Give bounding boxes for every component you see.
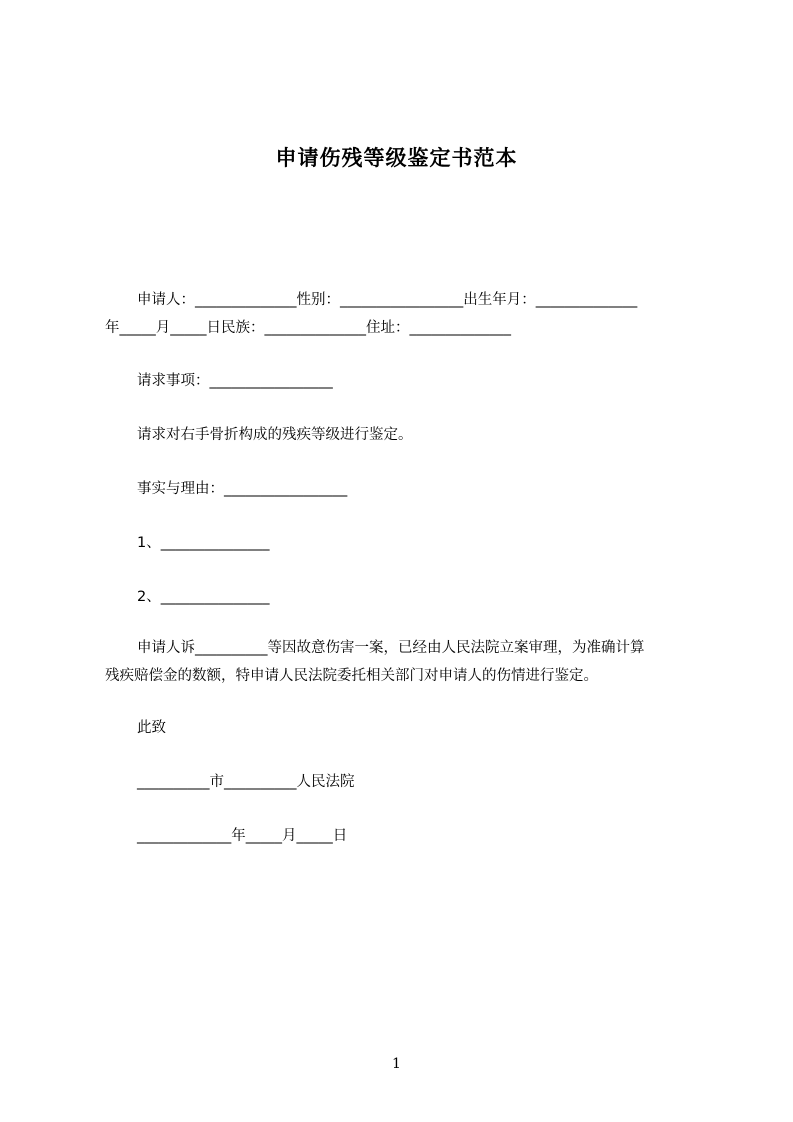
closing-text: 此致 [137,720,166,736]
applicant-line-2: 年_____月_____日民族：______________住址：______________ [105,320,511,336]
request-items-label: 请求事项：_________________ [137,373,333,389]
request-text: 请求对右手骨折构成的残疾等级进行鉴定。 [137,427,413,443]
facts-label: 事实与理由：_________________ [137,481,348,497]
applicant-line-1: 申请人：______________性别：_________________出生年月：______________ [137,292,638,308]
page-number: 1 [392,1056,401,1072]
statement-line-1: 申请人诉__________等因故意伤害一案，已经由人民法院立案审理，为准确计算 [137,640,645,656]
court-line: __________市__________人民法院 [137,774,355,790]
date-line: _____________年_____月_____日 [137,828,348,844]
statement-line-2: 残疾赔偿金的数额，特申请人民法院委托相关部门对申请人的伤情进行鉴定。 [105,668,598,684]
fact-item-2: 2、_______________ [137,589,270,605]
document-title: 申请伤残等级鉴定书范本 [275,146,518,170]
fact-item-1: 1、_______________ [137,535,270,551]
